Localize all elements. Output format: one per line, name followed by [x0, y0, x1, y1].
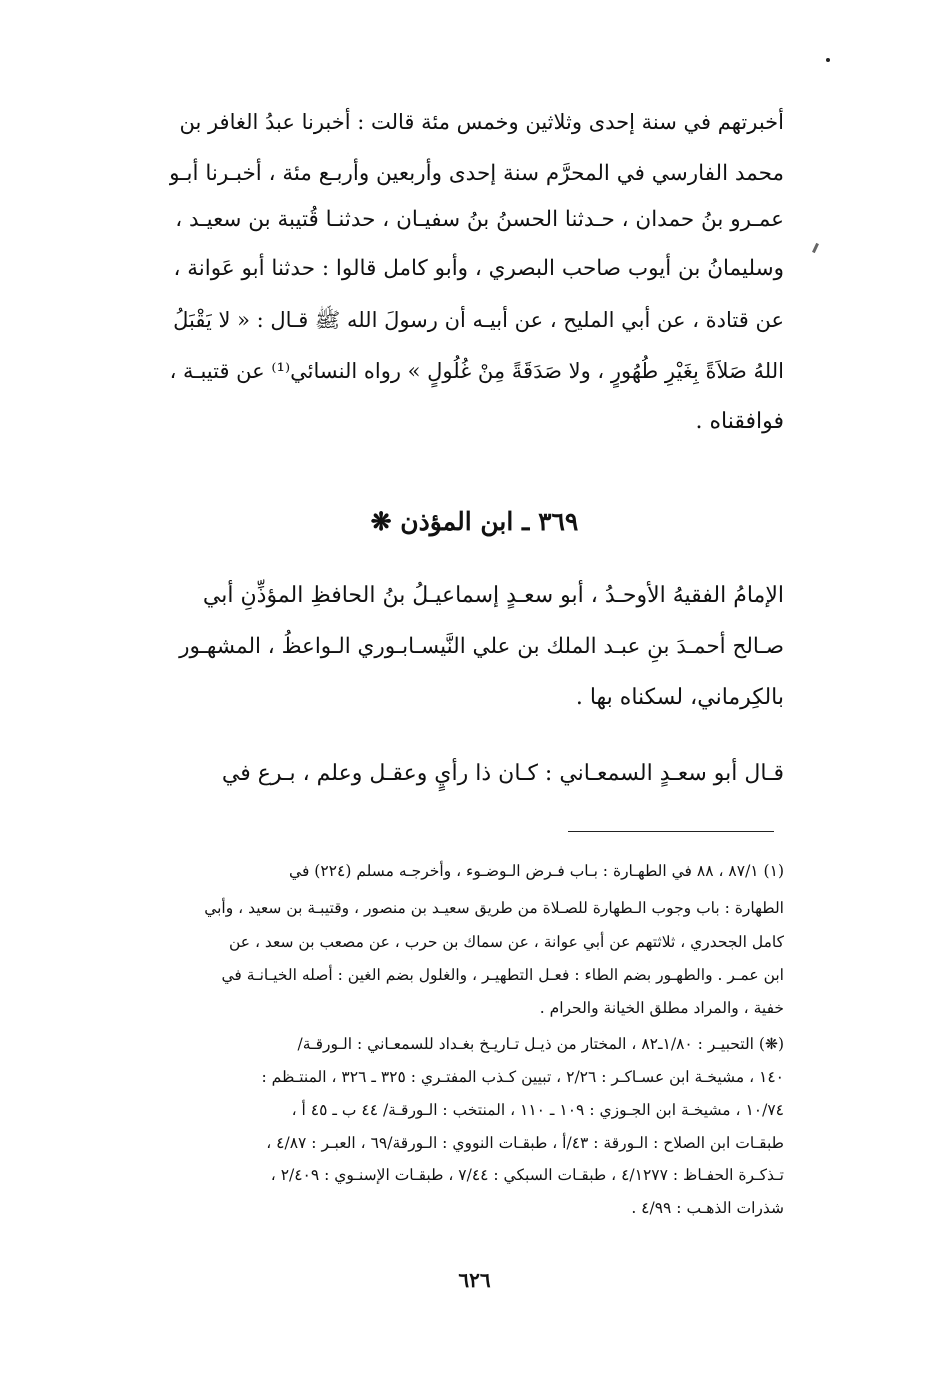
footnote-line: (❋) التحبيـر : ١/٨٠ـ٨٢ ، المختار من ذيـل تـاريـخ بغـداد للسمعـاني : الـورقـة/ — [297, 1035, 784, 1053]
section-heading: ٣٦٩ ـ ابن المؤذن ❋ — [370, 507, 579, 536]
body-line: قـال أبو سعـدٍ السمعـاني : كـان ذا رأيٍ وعقـل وعلم ، بـرع في — [221, 761, 784, 786]
footnote-line: طبقـات ابن الصلاح : الـورقة : ٤٣/أ ، طبقـات النووي : الـورقة/٦٩ ، العبـر : ٤/٨٧ ، — [266, 1134, 784, 1152]
body-line: فوافقناه . — [695, 409, 784, 434]
footnote-line: تـذكـرة الحفـاظ : ٤/١٢٧٧ ، طبقـات السبكي : ٧/٤٤ ، طبقـات الإسنـوي : ٢/٤٠٩ ، — [270, 1166, 784, 1184]
footnote-line: ابن عمـر . والطهـور بضم الطاء : فعـل التطهيـر ، والغلول بضم الغين : أصله الخيـانـة في — [221, 966, 784, 984]
footnote-line: ١٠/٧٤ ، مشيخـة ابن الجـوزي : ١٠٩ ـ ١١٠ ، المنتخب : الـورقـة/ ٤٤ ب ـ ٤٥ أ ، — [291, 1101, 784, 1119]
body-line: وسليمانُ بن أيوب صاحب البصري ، وأبو كامل قالوا : حدثنا أبو عَوانة ، — [173, 256, 784, 281]
footnote-line: شذرات الذهـب : ٤/٩٩ . — [631, 1199, 784, 1217]
body-line: اللهُ صَلاَةً بِغَيْرِ طُهُورٍ ، ولا صَدَقَةً مِنْ غُلُولٍ » رواه النسائي⁽¹⁾ عن قتيبـة ، — [169, 359, 784, 383]
footnote-line: كامل الجحدري ، ثلاثتهم عن أبي عوانة ، عن سماك بن حرب ، عن مصعب بن سعد ، عن — [228, 933, 784, 951]
footnote-separator — [568, 831, 774, 832]
body-line: بالكِرماني، لسكناه بها . — [575, 685, 784, 710]
body-line: صـالح أحمـدَ بنِ عبـد الملك بن علي النَّيسـابـوري الـواعظُ ، المشهـور — [179, 634, 784, 659]
body-line: عن قتادة ، عن أبي المليح ، عن أبيـه أن رسولَ الله ﷺ قـال : « لا يَقْبَلُ — [173, 308, 784, 332]
page-number: ٦٢٦ — [458, 1268, 491, 1292]
footnote-line: ١٤٠ ، مشيخـة ابن عسـاكـر : ٢/٢٦ ، تبيين كـذب المفتـري : ٣٢٥ ـ ٣٢٦ ، المنتـظم : — [261, 1068, 784, 1086]
stray-mark — [826, 58, 830, 62]
body-line: الإمامُ الفقيهُ الأوحـدُ ، أبو سعـدٍ إسماعيـلُ بنُ الحافظِ المؤذِّنِ أبي — [202, 583, 784, 608]
footnote-line: خفية ، والمراد مطلق الخيانة والحرام . — [539, 999, 784, 1017]
stray-mark — [812, 243, 819, 253]
body-line: أخبرتهم في سنة إحدى وثلاثين وخمس مئة قالت : أخبرنا عبدُ الغافر بن — [179, 110, 784, 134]
footnote-line: (١) ٨٧/١ ، ٨٨ في الطهـارة : بـاب فـرض الـوضـوء ، وأخرجـه مسلم (٢٢٤) في — [289, 862, 784, 880]
body-line: محمد الفارسي في المحرَّم سنة إحدى وأربعين وأربـع مئة ، أخبـرنا أبـو — [169, 161, 784, 186]
body-line: عمـرو بنُ حمدان ، حـدثنا الحسنُ بنُ سفيـان ، حدثنـا قُتيبة بن سعيـد ، — [175, 207, 784, 232]
footnote-line: الطهارة : باب وجوب الـطهارة للصـلاة من طريق سعيـد بن منصور ، وقتيبـة بن سعيد ، وأبي — [204, 899, 784, 917]
